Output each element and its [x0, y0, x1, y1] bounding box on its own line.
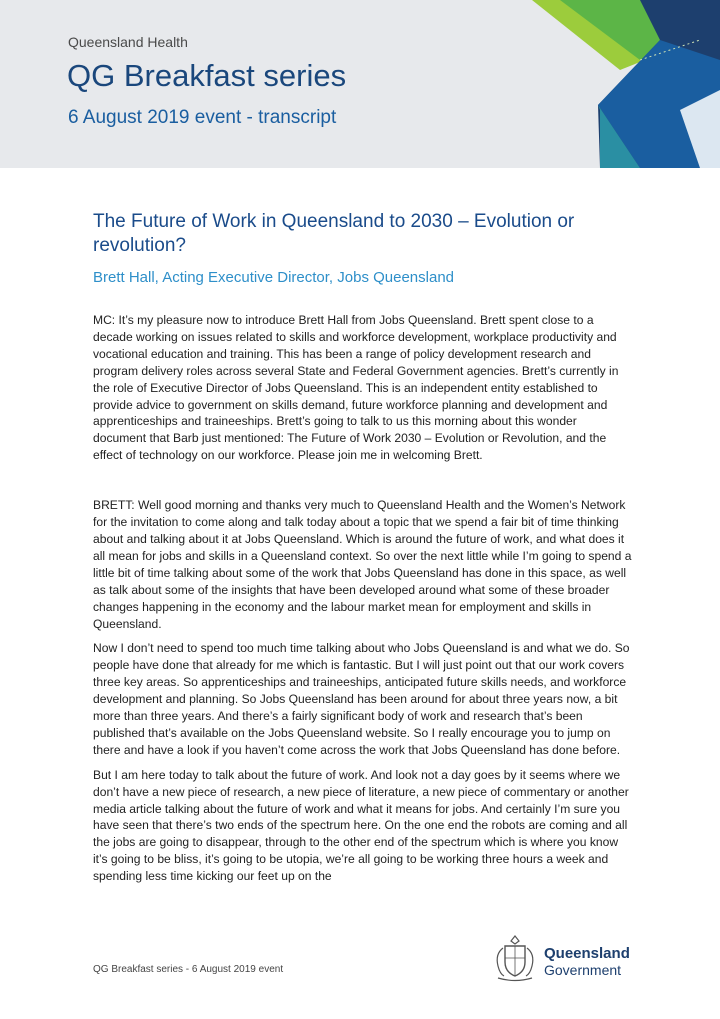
speaker-line: Brett Hall, Acting Executive Director, Jobs Queensland	[93, 269, 455, 286]
talk-title: The Future of Work in Queensland to 2030 – Evolution or revolution?	[93, 211, 575, 256]
document-title: QG Breakfast series	[67, 58, 347, 93]
page-footer: QG Breakfast series - 6 August 2019 event	[93, 964, 284, 975]
logo-text-queensland: Queensland	[544, 945, 630, 962]
org-name: Queensland Health	[68, 34, 188, 50]
transcript-paragraph: Now I don’t need to spend too much time talking about who Jobs Queensland is and what we do. So people have done that already for me which is fantastic. But I will just point out that our work covers three key areas. So apprenticeships and traineeships, anticipated future skills needs, and workforce development and planning. So Jobs Queensland has been around for about three years now, a bit more than three years. And there’s a fairly significant body of work and research that’s been published that’s available on the Jobs Queensland website. So I really encourage you to jump on there and have a look if you haven’t come across the work that Jobs Queensland has done before.	[93, 641, 630, 757]
logo-text-government: Government	[544, 962, 622, 978]
main-content	[93, 210, 633, 885]
transcript-paragraph: MC: It’s my pleasure now to introduce Brett Hall from Jobs Queensland. Brett spent close to a decade working on issues related to skills and workforce development, workplace productivity and vocational education and training. This has been a range of policy development research and program delivery roles across several State and Federal Government agencies. Brett’s currently in the role of Executive Director of Jobs Queensland. This is an independent entity established to provide advice to government on skills demand, future workforce planning and development and apprenticeships and traineeships. Brett’s going to talk to us this morning about this wonder document that Barb just mentioned: The Future of Work 2030 – Evolution or Revolution, and the effect of technology on our workforce. Please join me in welcoming Brett.	[93, 313, 619, 463]
transcript-paragraph: BRETT: Well good morning and thanks very much to Queensland Health and the Women’s Network for the invitation to come along and talk today about a topic that we spend a fair bit of time thinking about and talking about it at Jobs Queensland. Which is around the future of work, and what does it all mean for jobs and skills in a Queensland context. So over the next little while I’m going to spend a little bit of time talking about some of the work that Jobs Queensland has done in this space, as well as talk about some of the insights that have been developed around what some of these broader changes happening in the economy and the labour market mean for employment and skills in Queensland.	[93, 498, 632, 631]
document-subtitle: 6 August 2019 event - transcript	[68, 107, 337, 128]
coat-of-arms-icon	[490, 932, 540, 984]
header-banner	[0, 0, 720, 168]
transcript-paragraph: But I am here today to talk about the future of work. And look not a day goes by it seems where we don’t have a new piece of research, a new piece of literature, a new piece of commentary or another media article talking about the future of work and what it means for jobs. And certainly I’m sure you have seen that there’s two ends of the spectrum here. On the one end the robots are coming and all the jobs are going to disappear, through to the other end of the spectrum which is where you know it’s going to be bliss, it’s going to be utopia, we’re all going to be working three hours a week and spending less time kicking our feet up on the	[93, 767, 629, 884]
queensland-government-logo	[490, 932, 640, 984]
